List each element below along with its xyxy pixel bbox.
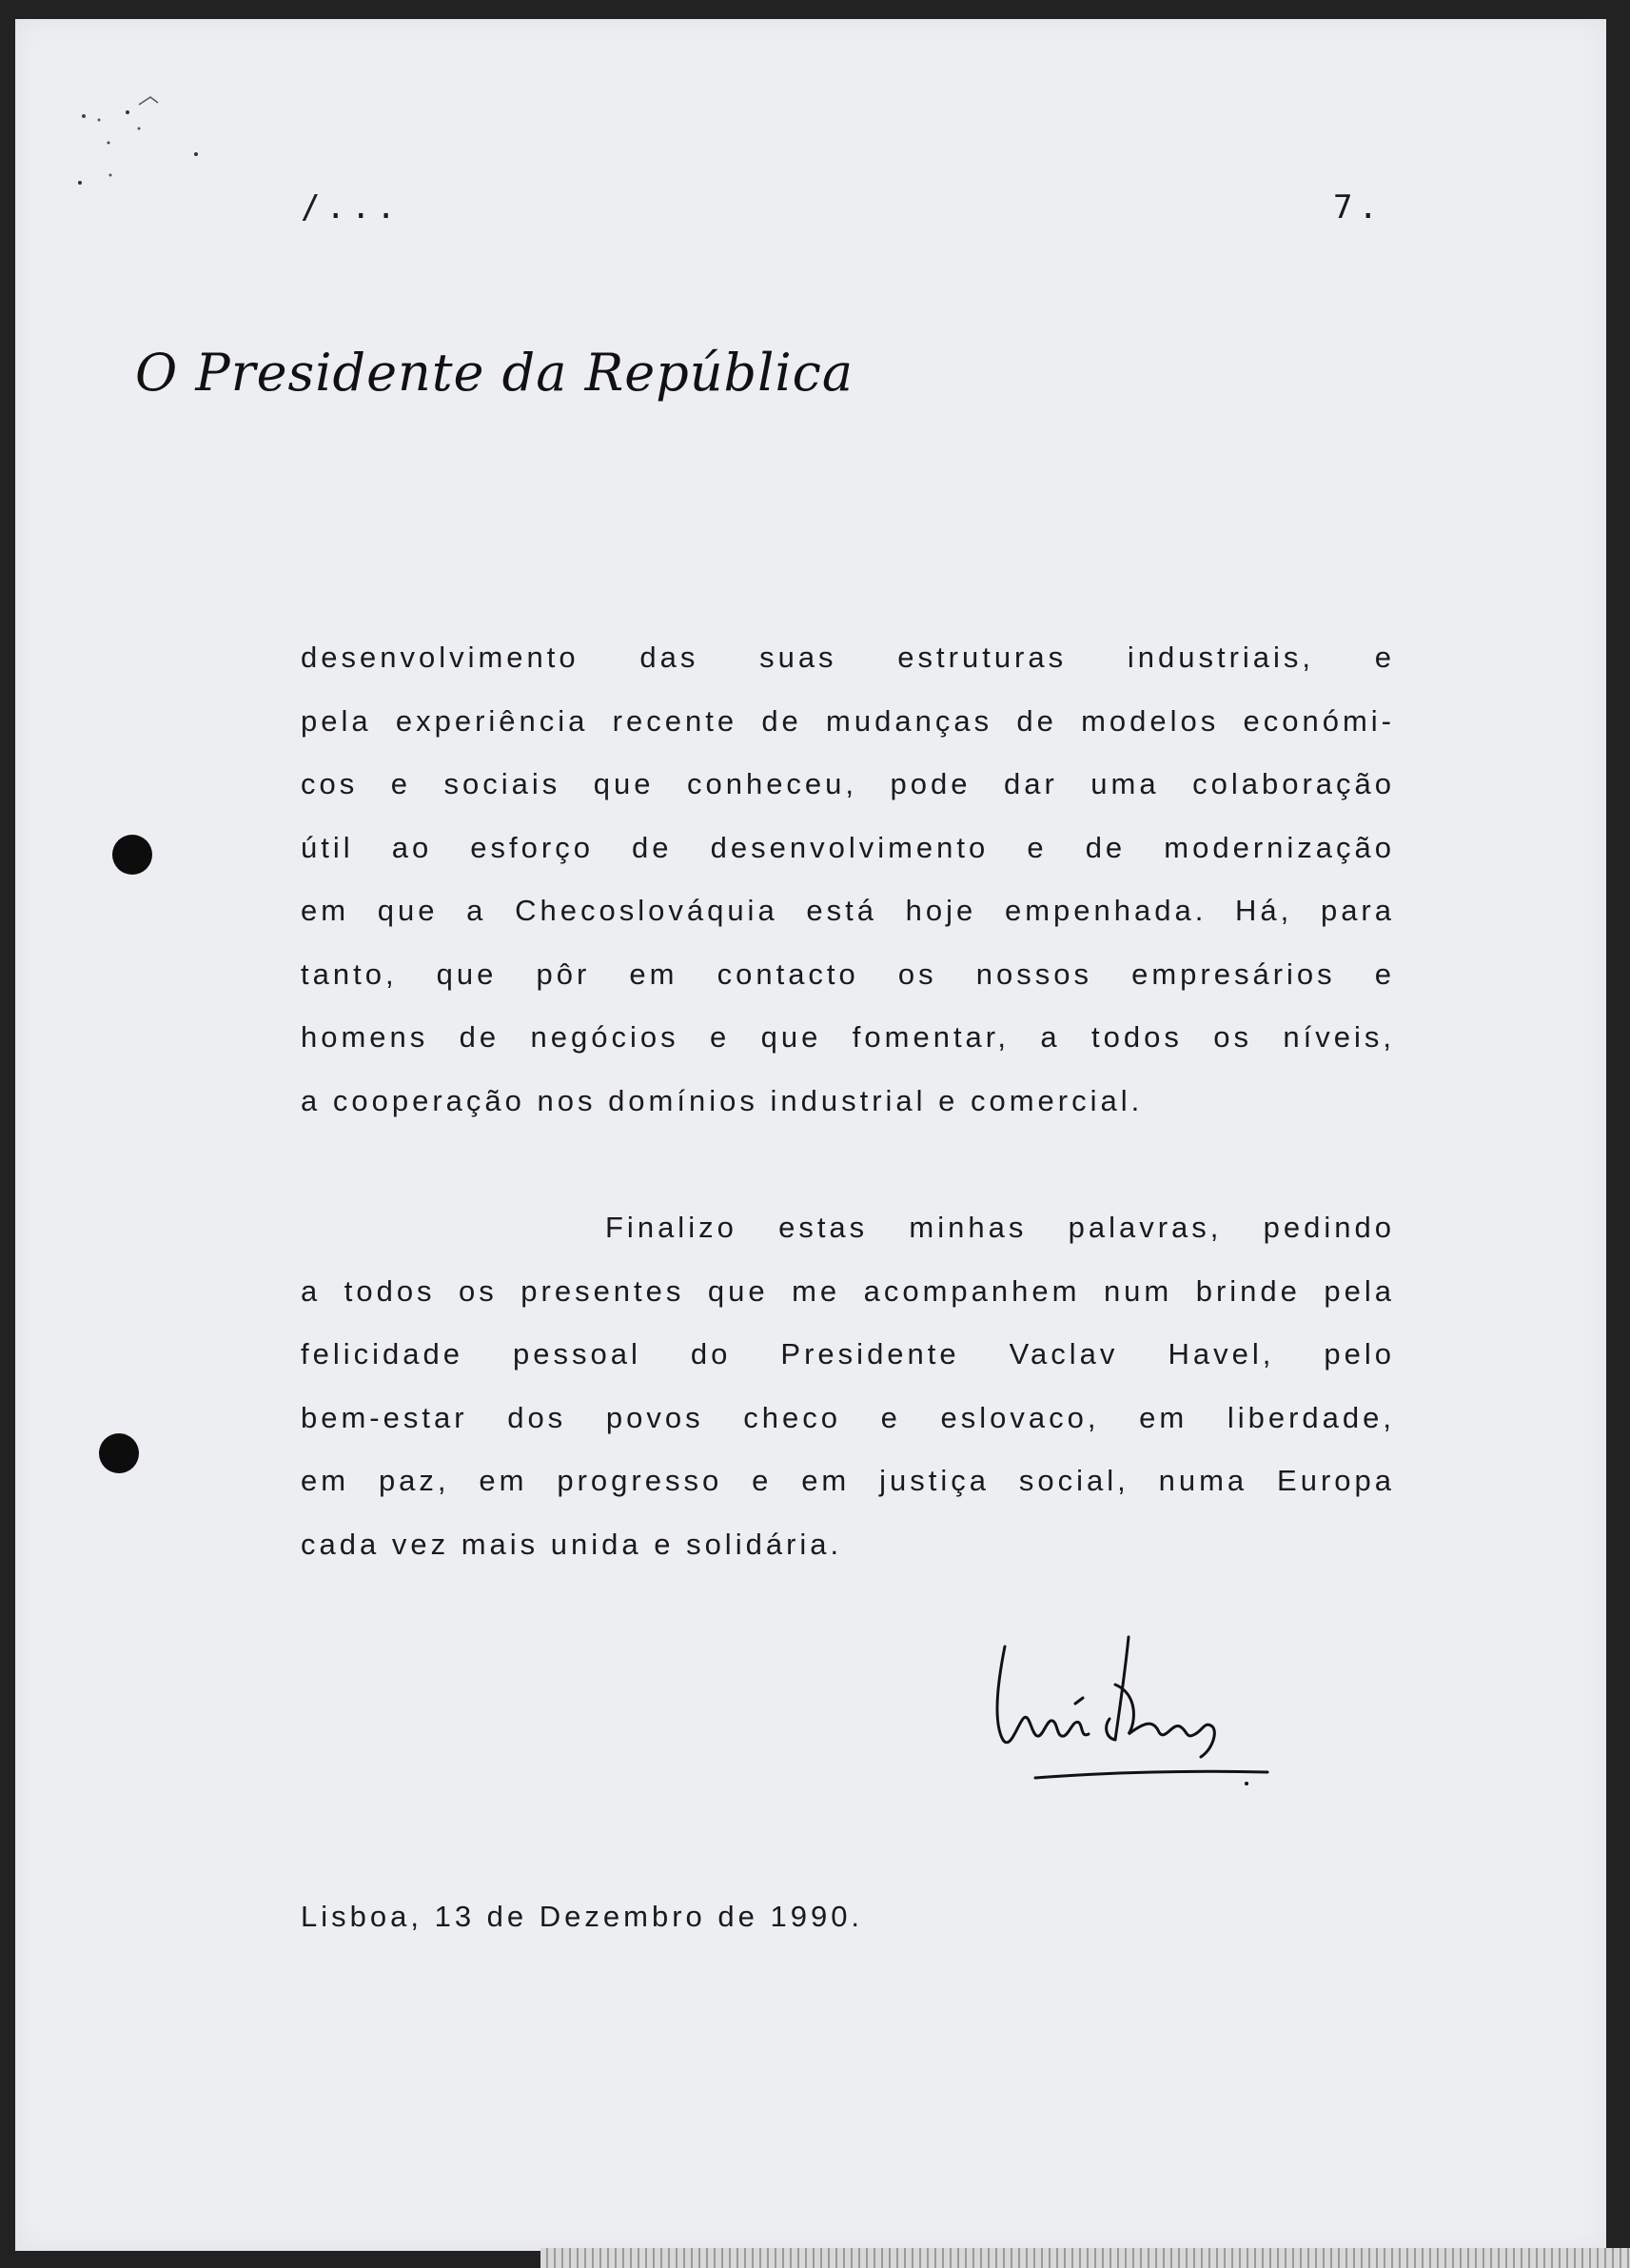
paragraph-1 (301, 626, 1395, 1133)
text-line: em que a Checoslováquia está hoje empenhada. Há, para (301, 894, 1395, 927)
text-line: cos e sociais que conheceu, pode dar uma colaboração (301, 767, 1395, 800)
paragraph-2 (301, 1196, 1395, 1576)
text-line: cada vez mais unida e solidária. (301, 1527, 843, 1561)
continuation-mark: /... (301, 188, 402, 227)
text-line: útil ao esforço de desenvolvimento e de modernização (301, 830, 1395, 864)
paper-sheet (15, 19, 1606, 2251)
text-line: desenvolvimento das suas estruturas industriais, e (301, 641, 1395, 674)
text-line: felicidade pessoal do Presidente Vaclav Havel, pelo (301, 1337, 1395, 1371)
page-number: 7. (1333, 188, 1384, 227)
punch-hole (112, 835, 152, 875)
place-and-date: Lisboa, 13 de Dezembro de 1990. (301, 1900, 864, 1933)
text-line: Finalizo estas minhas palavras, pedindo (605, 1211, 1395, 1244)
text-line: homens de negócios e que fomentar, a todos os níveis, (301, 1020, 1395, 1054)
punch-hole (99, 1433, 139, 1473)
text-line: a cooperação nos domínios industrial e comercial. (301, 1083, 1144, 1117)
text-line: bem-estar dos povos checo e eslovaco, em liberdade, (301, 1400, 1395, 1434)
text-line: pela experiência recente de mudanças de modelos económi- (301, 703, 1395, 738)
text-line: a todos os presentes que me acompanhem num brinde pela (301, 1273, 1395, 1308)
paper-specks (72, 76, 225, 219)
scan-ruler (540, 2248, 1630, 2268)
letterhead: O Presidente da República (135, 343, 854, 403)
text-line: tanto, que pôr em contacto os nossos empresários e (301, 957, 1395, 991)
handwritten-signature (976, 1627, 1281, 1789)
text-line: em paz, em progresso e em justiça social, numa Europa (301, 1464, 1395, 1497)
